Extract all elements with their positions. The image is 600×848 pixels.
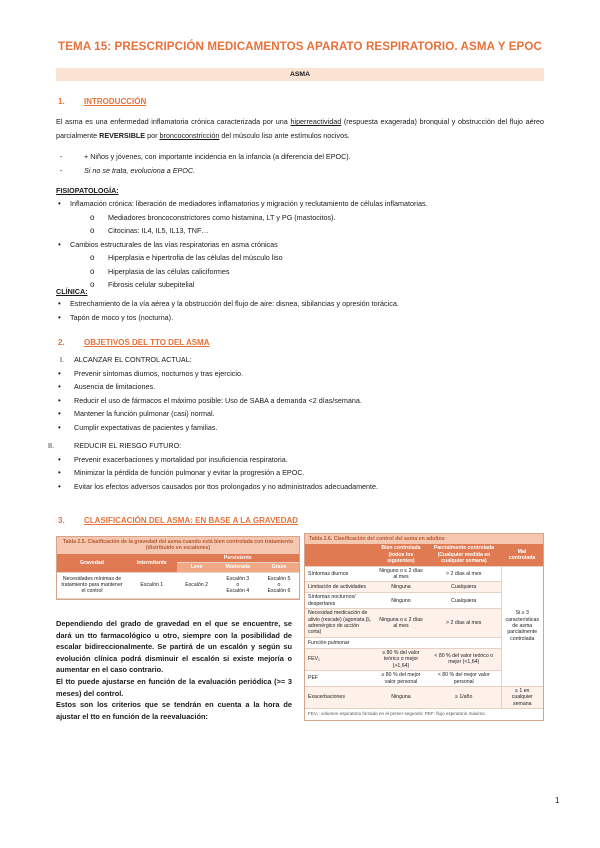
intro-text-reversible: REVERSIBLE [99, 130, 146, 140]
list-item-text: Inflamación crónica: liberación de mediadores inflamatorios y migración y reclutamiento de células inflamatorias. [70, 199, 428, 208]
page-number: 1 [555, 796, 560, 805]
table-footnote: FEV₁: volumen espiratorio forzado en el primer segundo; PEF: flujo espiratorio máximo. [308, 711, 486, 717]
intro-text-broncoconstriccion: broncoconstricción [159, 130, 220, 140]
list-item: • Tapón de moco y tos (nocturna). [58, 312, 174, 322]
cell-line: Escalón 3 [226, 575, 250, 582]
group-number: I. [60, 355, 64, 364]
list-item: • Cumplir expectativas de pacientes y familias. [58, 422, 218, 432]
table-cell [259, 572, 299, 598]
table-gravedad [56, 536, 300, 600]
list-item: • Cambios estructurales de las vías respiratorias en asma crónicas [58, 239, 278, 249]
cell-line: Escalón 4 [226, 588, 250, 595]
objetivos-group-1 [0, 353, 600, 434]
table-cell: Síntomas diurnos [305, 566, 375, 582]
list-item-text: Hiperplasia de las células caliciformes [108, 266, 230, 276]
table-cell: Limitación de actividades [305, 582, 375, 593]
list-item-text: Tapón de moco y tos (nocturna). [70, 312, 174, 322]
paragraph: Dependiendo del grado de gravedad en el que se encuentre, se dará un tto farmacológico u otro, siempre con la posibilidad de escalar bidireccionalmente. Se partirá de un escalón y según su evolución clínica podrá disminuir el escalón si existe mejoría o aumentar en el caso contrario. [56, 619, 292, 675]
table-cell: Cualquiera [427, 593, 501, 609]
group-title-text: ALCANZAR EL CONTROL ACTUAL: [74, 355, 192, 364]
table-cell: < 80 % del valor teórico o mejor (<1,64) [427, 648, 501, 670]
table-cell: Ninguna [375, 582, 427, 593]
th-leve: Leve [177, 563, 217, 572]
intro-text-c: (respuesta exagerada) bronquial y obstrucción del flujo aéreo parcialmente [56, 117, 544, 140]
list-item: o Mediadores broncoconstrictores como histamina, LT y PG (mastocitos). [90, 212, 336, 222]
heading-text: CLASIFICACIÓN DEL ASMA: EN BASE A LA GRAVEDAD [84, 516, 299, 525]
table-cell: ≥ 80 % del valor teórico o mejor (>1,64) [375, 648, 427, 670]
heading-text: OBJETIVOS DEL TTO DEL ASMA [84, 338, 210, 347]
table-cell: Síntomas nocturnos/ despertares [305, 593, 375, 609]
list-item-text: Estrechamiento de la vía aérea y la obstrucción del flujo de aire: disnea, sibilancias y opresión torácica. [70, 299, 399, 308]
list-item-text: Mantener la función pulmonar (casi) normal. [74, 409, 215, 418]
list-item-text: Ausencia de limitaciones. [74, 382, 156, 391]
table-cell: Necesidades mínimas de tratamiento para mantener el control [57, 572, 127, 598]
list-item-text: Prevenir exacerbaciones y mortalidad por insuficiencia respiratoria. [74, 454, 288, 464]
list-item: • Ausencia de limitaciones. [58, 382, 156, 391]
table-cell: ≥ 80 % del mejor valor personal [375, 671, 427, 687]
table-cell [427, 637, 501, 648]
list-item-text: Citocinas: IL4, IL5, IL13, TNF… [108, 226, 209, 235]
dash-item-text: + Niños y jóvenes, con importante incidencia en la infancia (a diferencia del EPOC). [84, 152, 351, 161]
table-cell-mal-bottom: ≥ 1 en cualquier semana [501, 686, 543, 708]
cell-line: Escalón 6 [267, 588, 291, 595]
intro-text-g: del músculo liso ante estímulos nocivos. [219, 130, 350, 140]
th-bien-controlada: Bien controlada (todos los siguientes) [375, 544, 427, 566]
paragraph: Estos son los criterios que se tendrán en cuenta a la hora de ajustar el tto en función de la reevaluación: [56, 700, 292, 721]
intro-text-e: por [145, 130, 160, 140]
th-persistente: Persistente [177, 554, 299, 563]
section-bar-asma: ASMA [56, 68, 544, 81]
heading-number: 3. [58, 516, 65, 525]
table-cell: Ninguna [375, 686, 427, 708]
cell-line: o [236, 582, 240, 589]
table-cell: Necesidad medicación de alivio (rescate) (agonista β₂ adrenérgico de acción corta) [305, 609, 375, 638]
list-item: • Reducir el uso de fármacos el máximo posible: Uso de SABA a demanda <2 días/semana. [58, 395, 362, 405]
cell-line: o [277, 582, 281, 589]
table-cell: > 2 días al mes [427, 609, 501, 638]
list-item: - Si no se trata, evoluciona a EPOC. [60, 165, 196, 175]
th-mal-controlada: Mal controlada [501, 544, 543, 566]
list-item: o Citocinas: IL4, IL5, IL13, TNF… [90, 226, 209, 235]
intro-paragraph [56, 115, 544, 142]
table-cell: FEV₁ [305, 648, 375, 670]
table-cell: Función pulmonar [305, 637, 375, 648]
table-caption: Tabla 2.6. Clasificación del control del asma en adultos [305, 534, 543, 544]
table-cell: Ninguna o ≤ 2 días al mes [375, 609, 427, 638]
heading-number: 2. [58, 338, 65, 347]
list-item: o Hiperplasia e hipertrofia de las células del músculo liso [90, 253, 283, 262]
table-cell-mal-top: Si ≥ 3 características de asma parcialmente controlada [501, 566, 543, 686]
fisiopatologia-heading: FISIOPATOLOGÍA: [56, 186, 119, 195]
table-cell: < 80 % del mejor valor personal [427, 671, 501, 687]
list-item-text: Prevenir síntomas diurnos, nocturnos y tras ejercicio. [74, 368, 243, 378]
heading-objetivos [58, 338, 210, 347]
table-cell: Cualquiera [427, 582, 501, 593]
clinica-heading: CLÍNICA: [56, 287, 88, 296]
heading-clasificacion [58, 516, 298, 525]
table-cell: PEF [305, 671, 375, 687]
list-item: • Inflamación crónica: liberación de mediadores inflamatorios y migración y reclutamiento de células inflamatorias. [58, 199, 428, 208]
table-cell: ≥ 1/año [427, 686, 501, 708]
group-title [0, 439, 600, 453]
table-caption: Tabla 2.5. Clasificación de la gravedad del asma cuando está bien controlada con tratamiento (distribuido en escalones) [57, 537, 299, 554]
list-item-text: Fibrosis celular subepitelial [108, 280, 195, 289]
heading-text: INTRODUCCIÓN [84, 97, 147, 106]
table-cell: Ninguno [375, 593, 427, 609]
table-cell: Escalón 1 [127, 572, 177, 598]
list-item: • Mantener la función pulmonar (casi) normal. [58, 409, 215, 418]
intro-dash-list [60, 150, 351, 177]
list-item-text: Reducir el uso de fármacos el máximo posible: Uso de SABA a demanda <2 días/semana. [74, 395, 362, 405]
table-cell: Exacerbaciones [305, 686, 375, 708]
list-item: o Hiperplasia de las células caliciformes [90, 266, 230, 276]
cell-line: Escalón 5 [267, 575, 291, 582]
list-item-text: Cumplir expectativas de pacientes y familias. [74, 422, 218, 432]
th-moderada: Moderada [217, 563, 259, 572]
intro-text-hiperreactividad: hiperreactividad [290, 117, 342, 126]
list-item: • Prevenir exacerbaciones y mortalidad por insuficiencia respiratoria. [58, 454, 288, 464]
list-item: • Minimizar la pérdida de función pulmonar y evitar la progresión a EPOC. [58, 468, 305, 477]
th-gravedad: Gravedad [57, 554, 127, 572]
table-cell: Ninguno o ≤ 2 días al mes [375, 566, 427, 582]
list-item-text: Cambios estructurales de las vías respiratorias en asma crónicas [70, 239, 278, 249]
th-blank [305, 544, 375, 566]
objetivos-group-2 [0, 439, 600, 493]
paragraph: El tto puede ajustarse en función de la evaluación periódica (>= 3 meses) del control. [56, 676, 292, 698]
table-row [305, 566, 543, 582]
list-item-text: Minimizar la pérdida de función pulmonar y evitar la progresión a EPOC. [74, 468, 305, 477]
th-parcial: Parcialmente controlada (Cualquier medida en cualquier semana) [427, 544, 501, 566]
list-item-text: Mediadores broncoconstrictores como histamina, LT y PG (mastocitos). [108, 212, 336, 222]
list-item-text: Hiperplasia e hipertrofia de las células del músculo liso [108, 253, 283, 262]
table-control [304, 533, 544, 721]
table-row [305, 686, 543, 708]
table-cell: Escalón 2 [177, 572, 217, 598]
table-cell [217, 572, 259, 598]
th-grave: Grave [259, 563, 299, 572]
dash-item-text: Si no se trata, evoluciona a EPOC. [84, 165, 196, 175]
list-item: - + Niños y jóvenes, con importante incidencia en la infancia (a diferencia del EPOC). [60, 152, 351, 161]
table-cell [375, 637, 427, 648]
list-item: • Prevenir síntomas diurnos, nocturnos y tras ejercicio. [58, 368, 243, 378]
heading-number: 1. [58, 97, 65, 106]
document-title: TEMA 15: PRESCRIPCIÓN MEDICAMENTOS APARATO RESPIRATORIO. ASMA Y EPOC [58, 40, 542, 53]
intro-text-a: El asma es una enfermedad inflamatoria crónica caracterizada por una [56, 117, 291, 126]
group-title [0, 353, 600, 367]
group-number: II. [48, 441, 54, 450]
clinica-list [0, 297, 600, 324]
heading-introduccion [58, 97, 146, 106]
th-intermitente: Intermitente [127, 554, 177, 572]
fisiopatologia-list [0, 197, 600, 292]
list-item: • Estrechamiento de la vía aérea y la obstrucción del flujo de aire: disnea, sibilancias y opresión torácica. [58, 299, 399, 308]
gravedad-explanation [56, 618, 292, 722]
list-item: o Fibrosis celular subepitelial [90, 280, 195, 289]
list-item: • Evitar los efectos adversos causados por ttos prolongados y no administrados adecuadamente. [58, 481, 379, 491]
group-title-text: REDUCIR EL RIESGO FUTURO: [74, 441, 182, 450]
table-cell: > 2 días al mes [427, 566, 501, 582]
list-item-text: Evitar los efectos adversos causados por ttos prolongados y no administrados adecuadamente. [74, 481, 379, 491]
